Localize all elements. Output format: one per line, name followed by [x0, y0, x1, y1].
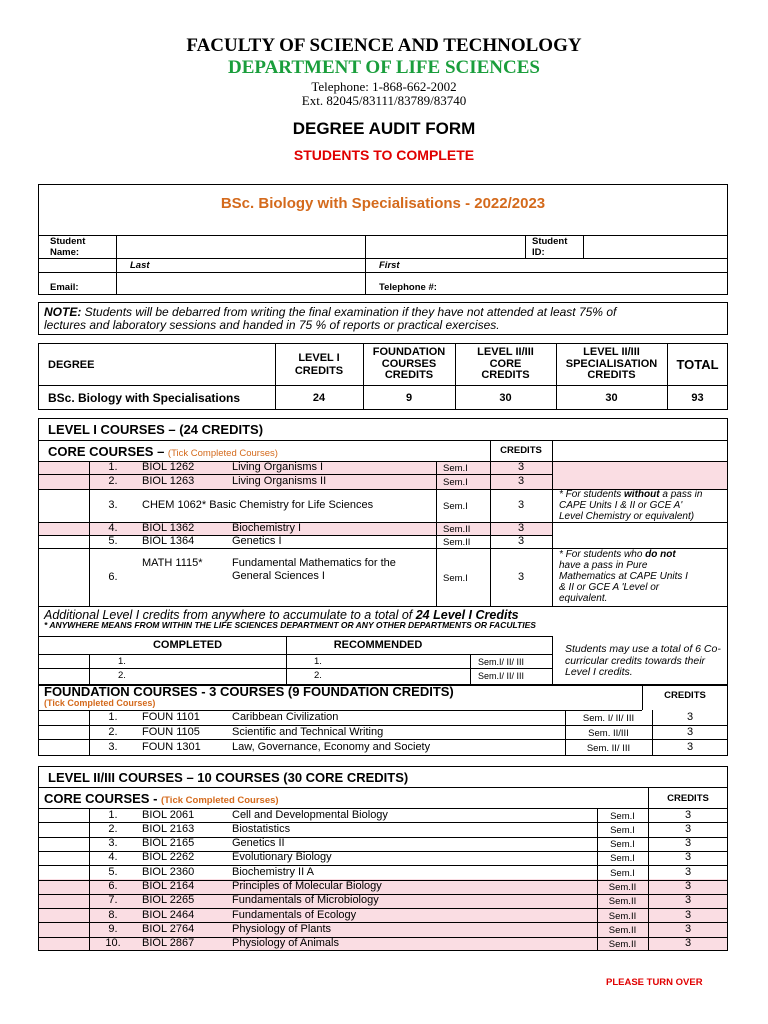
level23-tick-box[interactable] — [39, 881, 88, 894]
additional-credits-text: Additional Level I credits from anywhere to accumulate to a total of — [44, 608, 416, 622]
course-credits: 3 — [686, 726, 694, 738]
level23-heading: LEVEL II/III COURSES – 10 COURSES (30 CORE CREDITS) — [48, 770, 409, 785]
summary-level1-value: 24 — [312, 392, 326, 404]
foundation-tick-box[interactable] — [39, 711, 88, 725]
course-semester: Sem.I — [443, 573, 468, 584]
course-name: Biochemistry II A — [232, 866, 314, 878]
course-semester: Sem.I — [610, 825, 635, 836]
course-number: 6. — [108, 571, 118, 583]
course-semester: Sem.II — [608, 911, 637, 922]
recommended-slot-number: 2. — [314, 670, 322, 681]
level23-tick-box[interactable] — [39, 866, 88, 879]
slot-semester: Sem.I/ II/ III — [478, 671, 525, 681]
course-credits: 3 — [684, 937, 692, 949]
course-credits: 3 — [517, 522, 525, 534]
summary-core-value: 30 — [499, 392, 512, 404]
course-name: Physiology of Plants — [232, 923, 332, 935]
course-credits: 3 — [684, 809, 692, 821]
course-credits: 3 — [684, 894, 692, 906]
level23-credits-header: CREDITS — [667, 793, 709, 804]
course-semester: Sem.II — [608, 925, 637, 936]
course-code: BIOL 2164 — [142, 880, 195, 892]
course-number: 2. — [108, 475, 118, 487]
email-field[interactable] — [117, 273, 364, 294]
note-lead: NOTE: — [44, 305, 82, 319]
note-text-1: Students will be debarred from writing the final examination if they have not attended at least 75% of — [81, 305, 617, 319]
summary-header-degree: DEGREE — [48, 359, 95, 371]
course-code: BIOL 2764 — [142, 923, 195, 935]
course-semester: Sem.II — [608, 896, 637, 907]
level23-tick-box[interactable] — [39, 938, 88, 951]
extension-line: Ext. 82045/83111/83789/83740 — [301, 93, 467, 108]
course-name: Caribbean Civilization — [232, 711, 339, 723]
foundation-tick-box[interactable] — [39, 726, 88, 739]
course-number: 10. — [105, 937, 121, 949]
course-name: Fundamentals of Ecology — [232, 909, 357, 921]
first-name-label: First — [379, 260, 400, 271]
course-credits: 3 — [517, 571, 525, 583]
summary-header-foundation: FOUNDATION COURSES CREDITS — [372, 346, 446, 381]
additional-credits-total: 24 Level I Credits — [415, 608, 519, 622]
course-semester: Sem.II — [443, 524, 471, 535]
student-name-label: Student Name: — [50, 236, 86, 258]
course-credits: 3 — [686, 741, 694, 753]
course-name: Evolutionary Biology — [232, 851, 332, 863]
turn-over-note: PLEASE TURN OVER — [606, 977, 703, 988]
email-label: Email: — [50, 282, 79, 293]
course-credits: 3 — [684, 866, 692, 878]
foundation-heading: FOUNDATION COURSES - 3 COURSES (9 FOUNDATION CREDITS) — [44, 684, 454, 699]
course-semester: Sem. II/III — [588, 728, 629, 739]
course-semester: Sem. I/ II/ III — [582, 713, 635, 724]
course-number: 9. — [108, 923, 118, 935]
foundation-tick-instruction: (Tick Completed Courses) — [44, 698, 156, 708]
student-id-field[interactable] — [584, 236, 727, 257]
course-name: Fundamentals of Microbiology — [232, 894, 379, 906]
course-name: Cell and Developmental Biology — [232, 809, 388, 821]
level1-tick-box[interactable] — [39, 462, 88, 474]
level1-tick-box[interactable] — [39, 475, 88, 489]
course-semester: Sem.I — [610, 853, 635, 864]
last-name-label: Last — [130, 260, 150, 271]
chem-footnote: * For students without a pass in CAPE Units I & II or GCE A' Level Chemistry or equivalent) — [559, 489, 703, 522]
math-footnote: * For students who do not have a pass in Pure Mathematics at CAPE Units I & II or GCE A 'Level or equivalent. — [559, 549, 688, 604]
form-title: DEGREE AUDIT FORM — [292, 119, 476, 138]
course-semester: Sem.I — [443, 501, 468, 512]
level1-core-heading: CORE COURSES – — [48, 444, 168, 459]
course-number: 2. — [108, 726, 118, 738]
course-number: 3. — [108, 837, 118, 849]
course-credits: 3 — [684, 923, 692, 935]
course-credits: 3 — [684, 823, 692, 835]
course-code: FOUN 1105 — [142, 726, 200, 738]
telephone-line: Telephone: 1-868-662-2002 — [311, 79, 457, 94]
student-last-name-field[interactable] — [117, 236, 364, 257]
course-code: BIOL 1262 — [142, 461, 195, 473]
recommended-header: RECOMMENDED — [333, 639, 423, 651]
department-title: DEPARTMENT OF LIFE SCIENCES — [227, 57, 540, 78]
course-name: Genetics II — [232, 837, 285, 849]
anywhere-note: * ANYWHERE MEANS FROM WITHIN THE LIFE SCIENCES DEPARTMENT OR ANY OTHER DEPARTMENTS OR FACULTIES — [44, 620, 536, 630]
level23-tick-box[interactable] — [39, 809, 88, 822]
course-number: 2. — [108, 823, 118, 835]
completed-slot-number: 1. — [118, 656, 126, 667]
course-name: Genetics I — [232, 535, 282, 547]
foundation-credits-header: CREDITS — [664, 690, 706, 701]
course-code: CHEM 1062* — [142, 499, 207, 511]
course-semester: Sem.I — [443, 477, 468, 488]
course-credits: 3 — [684, 909, 692, 921]
course-code: BIOL 2265 — [142, 894, 195, 906]
note-text-2: lectures and laboratory sessions and handed in 75 % of reports or practical exercises. — [44, 318, 500, 332]
course-credits: 3 — [686, 711, 694, 723]
course-credits: 3 — [517, 461, 525, 473]
course-semester: Sem.I — [610, 839, 635, 850]
course-code: BIOL 1364 — [142, 535, 195, 547]
course-number: 4. — [108, 522, 118, 534]
course-number: 1. — [108, 711, 118, 723]
course-credits: 3 — [517, 535, 525, 547]
level23-tick-box[interactable] — [39, 852, 88, 865]
course-number: 1. — [108, 809, 118, 821]
course-number: 5. — [108, 535, 118, 547]
course-name: Living Organisms I — [232, 461, 324, 473]
course-credits: 3 — [684, 851, 692, 863]
course-code: FOUN 1101 — [142, 711, 200, 723]
course-number: 4. — [108, 851, 118, 863]
course-code: MATH 1115* — [142, 557, 203, 569]
level23-tick-box[interactable] — [39, 923, 88, 936]
cocurricular-note: Students may use a total of 6 Co-curricular credits towards their Level I credits. — [565, 643, 721, 678]
summary-degree-name: BSc. Biology with Specialisations — [48, 391, 241, 405]
level1-tick-box[interactable] — [39, 536, 88, 548]
course-semester: Sem.I — [443, 463, 468, 474]
recommended-slot-number: 1. — [314, 656, 322, 667]
summary-header-core: LEVEL II/III CORE CREDITS — [477, 346, 534, 381]
course-semester: Sem.I — [610, 811, 635, 822]
course-code: BIOL 1263 — [142, 475, 195, 487]
summary-spec-value: 30 — [605, 392, 618, 404]
summary-total-value: 93 — [691, 392, 704, 404]
course-code: BIOL 1362 — [142, 522, 195, 534]
course-number: 1. — [108, 461, 118, 473]
course-name: Biochemistry I — [232, 522, 302, 534]
course-number: 5. — [108, 866, 118, 878]
level23-tick-box[interactable] — [39, 838, 88, 851]
level1-tick-box[interactable] — [39, 490, 88, 522]
course-number: 6. — [108, 880, 118, 892]
course-name: Scientific and Technical Writing — [232, 726, 384, 738]
level1-tick-instruction: (Tick Completed Courses) — [167, 448, 278, 459]
course-semester: Sem.I — [610, 868, 635, 879]
student-first-name-field[interactable] — [366, 236, 524, 257]
level1-tick-box[interactable] — [39, 549, 88, 606]
course-number: 8. — [108, 909, 118, 921]
course-credits: 3 — [684, 837, 692, 849]
course-name: Principles of Molecular Biology — [232, 880, 382, 892]
completed-slot-number: 2. — [118, 670, 126, 681]
course-name: Fundamental Mathematics for the General Sciences I — [232, 557, 396, 582]
course-name: Biostatistics — [232, 823, 291, 835]
course-title — [142, 499, 373, 512]
level23-core-heading: CORE COURSES - — [44, 791, 162, 806]
level23-tick-box[interactable] — [39, 823, 88, 836]
course-code: BIOL 2360 — [142, 866, 195, 878]
course-credits: 3 — [684, 880, 692, 892]
telephone-label: Telephone #: — [379, 282, 437, 293]
course-code: FOUN 1301 — [142, 741, 201, 753]
program-title: BSc. Biology with Specialisations - 2022/2023 — [220, 195, 546, 212]
form-subtitle: STUDENTS TO COMPLETE — [293, 147, 475, 163]
course-name: Basic Chemistry for Life Sciences — [209, 499, 374, 511]
level1-heading: LEVEL I COURSES – (24 CREDITS) — [48, 422, 264, 437]
course-number: 7. — [108, 894, 118, 906]
course-number: 3. — [108, 741, 118, 753]
course-number: 3. — [108, 499, 118, 511]
level23-tick-box[interactable] — [39, 895, 88, 908]
student-id-label: Student ID: — [532, 236, 568, 258]
course-name: Living Organisms II — [232, 475, 327, 487]
course-code: BIOL 2061 — [142, 809, 195, 821]
course-semester: Sem.II — [608, 939, 637, 950]
summary-foundation-value: 9 — [405, 392, 413, 404]
course-semester: Sem. II/ III — [586, 743, 631, 754]
course-credits: 3 — [517, 499, 525, 511]
course-code: BIOL 2464 — [142, 909, 195, 921]
summary-header-specialisation: LEVEL II/III SPECIALISATION CREDITS — [565, 346, 658, 381]
summary-header-total: TOTAL — [676, 357, 719, 372]
summary-header-level1: LEVEL I CREDITS — [294, 352, 344, 377]
course-code: BIOL 2163 — [142, 823, 195, 835]
foundation-tick-box[interactable] — [39, 740, 88, 756]
level1-tick-box[interactable] — [39, 523, 88, 535]
course-semester: Sem.II — [608, 882, 637, 893]
telephone-field[interactable] — [460, 273, 727, 294]
course-credits: 3 — [517, 475, 525, 487]
course-name: Law, Governance, Economy and Society — [232, 741, 431, 753]
course-name: Physiology of Animals — [232, 937, 339, 949]
faculty-title: FACULTY OF SCIENCE AND TECHNOLOGY — [186, 35, 582, 56]
slot-semester: Sem.I/ II/ III — [478, 657, 525, 667]
course-code: BIOL 2262 — [142, 851, 195, 863]
level1-credits-header: CREDITS — [500, 445, 542, 456]
level23-tick-instruction: (Tick Completed Courses) — [161, 795, 279, 806]
course-code: BIOL 2867 — [142, 937, 195, 949]
course-semester: Sem.II — [443, 537, 471, 548]
level23-tick-box[interactable] — [39, 909, 88, 922]
course-code: BIOL 2165 — [142, 837, 195, 849]
completed-header: COMPLETED — [152, 639, 223, 651]
